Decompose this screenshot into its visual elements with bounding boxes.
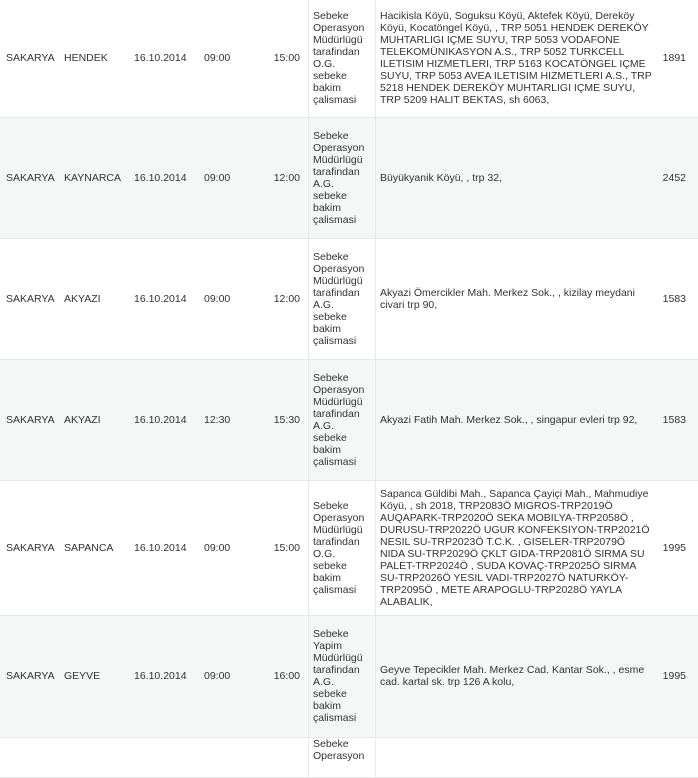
work-description-cell <box>309 480 376 615</box>
district-cell: HENDEK <box>64 52 108 65</box>
end-time-cell <box>248 737 309 777</box>
city-cell: SAKARYA <box>6 171 55 184</box>
date-cell: 16.10.2014 <box>134 413 187 426</box>
work-description-line: Müdürlügü <box>313 523 363 536</box>
work-description-cell <box>309 359 376 480</box>
work-description-line: sebeke <box>313 310 347 323</box>
work-description-line: Operasyon <box>313 141 365 154</box>
start-time-cell: 09:00 <box>204 670 231 682</box>
work-description-line: Sebeke <box>313 129 349 142</box>
subscriber-count-cell: 1583 <box>662 413 686 426</box>
work-description-line: Sebeke <box>313 10 349 23</box>
end-time-cell: 15:00 <box>273 541 300 554</box>
work-description-line: Operasyon <box>313 511 365 524</box>
district-cell <box>60 737 130 777</box>
city-cell: SAKARYA <box>6 413 55 426</box>
date-cell <box>130 737 200 777</box>
date-cell: 16.10.2014 <box>134 670 187 682</box>
affected-area-cell: Sapanca Güldibi Mah., Sapanca Çayiçi Mah., Mahmudiye Köyü, , sh 2018, TRP2083Ö MIGROS-TRP2019Ö AUQAPARK-TRP2020Ö SEKA MOBILYA-TRP2058Ö , DURUSU-TRP2022Ö UGUR KONFEKSIYON-TRP2021Ö NESIL SU-TRP2023Ö T.C.K. , GISELER-TRP2079Ö NIDA SU-TRP2029Ö ÇKLT GIDA-TRP2081Ö SIRMA SU PALET-TRP2024Ö , SUDA KOVAÇ-TRP2025Ö SIRMA SU-TRP2026Ö YESIL VADI-TRP2027Ö NATURKÖY-TRP2095Ö , METE ARAPOGLU-TRP2028Ö YAYLA ALABALIK, <box>380 487 650 608</box>
work-description-line: Sebeke <box>313 499 349 512</box>
work-description-line: tarafindan <box>313 664 360 676</box>
work-description-cell <box>309 117 376 238</box>
affected-area-cell: Büyükyanik Köyü, , trp 32, <box>380 171 502 184</box>
date-cell: 16.10.2014 <box>134 541 187 554</box>
work-description-cell <box>309 737 376 777</box>
work-description-line: sebeke <box>313 70 347 83</box>
city-cell: SAKARYA <box>6 541 55 554</box>
start-time-cell: 09:00 <box>204 52 231 65</box>
table-row <box>0 737 698 777</box>
work-description-line: tarafindan <box>313 46 360 59</box>
work-description-line: bakim <box>313 322 342 335</box>
affected-area-cell: Geyve Tepecikler Mah. Merkez Cad. Kantar Sok., , esme cad. kartal sk. trp 126 A kolu, <box>380 664 645 688</box>
work-description-line: sebeke <box>313 688 347 700</box>
district-cell: AKYAZI <box>64 413 101 426</box>
start-time-cell: 09:00 <box>204 171 231 184</box>
work-description-cell <box>309 0 376 117</box>
city-cell <box>0 737 60 777</box>
work-description-line: Müdürlügü <box>313 34 363 47</box>
work-description-line: sebeke <box>313 559 347 572</box>
date-cell: 16.10.2014 <box>134 171 187 184</box>
work-description-line: Operasyon <box>313 262 365 275</box>
subscriber-count-cell <box>656 737 698 777</box>
work-description-cell <box>309 615 376 737</box>
work-description-line: çalismasi <box>313 213 357 226</box>
start-time-cell: 09:00 <box>204 541 231 554</box>
end-time-cell: 15:00 <box>273 52 300 65</box>
work-description-line: bakim <box>313 571 342 584</box>
work-description-line: Müdürlügü <box>313 274 363 287</box>
subscriber-count-cell: 1583 <box>662 292 686 305</box>
district-cell: KAYNARCA <box>64 171 121 184</box>
work-description-line: Sebeke <box>313 371 349 384</box>
work-description-line: Sebeke <box>313 628 349 640</box>
district-cell: AKYAZI <box>64 292 101 305</box>
work-description-line: Operasyon <box>313 749 365 762</box>
affected-area-cell: Akyazi Fatih Mah. Merkez Sok., , singapur evleri trp 92, <box>380 413 638 426</box>
work-description-line: çalismasi <box>313 712 357 724</box>
subscriber-count-cell: 2452 <box>662 171 686 184</box>
work-description-line: sebeke <box>313 189 347 202</box>
work-description-line: çalismasi <box>313 94 357 107</box>
affected-area-cell <box>376 737 657 777</box>
end-time-cell: 16:00 <box>273 670 300 682</box>
work-description-line: Sebeke <box>313 737 349 750</box>
city-cell: SAKARYA <box>6 52 55 65</box>
end-time-cell: 15:30 <box>273 413 300 426</box>
start-time-cell <box>200 737 248 777</box>
date-cell: 16.10.2014 <box>134 52 187 65</box>
date-cell: 16.10.2014 <box>134 292 187 305</box>
table-row <box>0 615 698 737</box>
work-description-line: Müdürlügü <box>313 153 363 166</box>
subscriber-count-cell: 1891 <box>662 52 686 65</box>
city-cell: SAKARYA <box>6 670 55 682</box>
work-description-line: Yapim <box>313 640 342 652</box>
start-time-cell: 12:30 <box>204 413 231 426</box>
end-time-cell: 12:00 <box>273 171 300 184</box>
table-row <box>0 238 698 359</box>
city-cell: SAKARYA <box>6 292 55 305</box>
work-description-line: A.G. <box>313 177 335 190</box>
work-description-line: çalismasi <box>313 334 357 347</box>
subscriber-count-cell: 1995 <box>662 670 686 682</box>
district-cell: SAPANCA <box>64 541 114 554</box>
work-description-line: A.G. <box>313 676 335 688</box>
work-description-line: tarafindan <box>313 286 360 299</box>
subscriber-count-cell: 1995 <box>662 541 686 554</box>
work-description-line: Operasyon <box>313 383 365 396</box>
end-time-cell: 12:00 <box>273 292 300 305</box>
work-description-line: A.G. <box>313 419 335 432</box>
work-description-line: O.G. <box>313 547 336 560</box>
work-description-line: bakim <box>313 443 342 456</box>
work-description-line: tarafindan <box>313 535 360 548</box>
table-row <box>0 117 698 238</box>
work-description-line: bakim <box>313 82 342 95</box>
work-description-line: O.G. <box>313 58 336 71</box>
work-description-line: sebeke <box>313 431 347 444</box>
table-row <box>0 0 698 117</box>
work-description-cell <box>309 238 376 359</box>
start-time-cell: 09:00 <box>204 292 231 305</box>
work-description-line: tarafindan <box>313 407 360 420</box>
work-description-line: Müdürlügü <box>313 395 363 408</box>
work-description-line: çalismasi <box>313 583 357 596</box>
table-row <box>0 480 698 615</box>
table-row <box>0 359 698 480</box>
work-description-line: A.G. <box>313 298 335 311</box>
work-description-line: tarafindan <box>313 165 360 178</box>
work-description-line: çalismasi <box>313 455 357 468</box>
affected-area-cell: Akyazi Ömercikler Mah. Merkez Sok., , kizilay meydani civari trp 90, <box>380 286 635 311</box>
district-cell: GEYVE <box>64 670 101 682</box>
work-description-line: Operasyon <box>313 22 365 35</box>
work-description-line: Müdürlügü <box>313 652 363 664</box>
work-description-line: bakim <box>313 201 342 214</box>
work-description-line: bakim <box>313 700 342 712</box>
work-description-line: Sebeke <box>313 250 349 263</box>
affected-area-cell: Hacikisla Köyü, Soguksu Köyü, Aktefek Köyü, Dereköy Köyü, Kocatöngel Köyü, , TRP 5051 HENDEK DEREKÖY MUHTARLIGI IÇME SUYU, TRP 5053 VODAFONE TELEKOMÜNIKASYON A.S., TRP 5052 TURKCELL ILETISIM HIZMETLERI, TRP 5163 KOCATÖNGEL IÇME SUYU, TRP 5053 AVEA ILETISIM HIZMETLERI A.S., TRP 5218 HENDEK DEREKÖY MUHTARLIGI IÇME SUYU, TRP 5209 HALIT BEKTAS, sh 6063, <box>380 10 652 107</box>
